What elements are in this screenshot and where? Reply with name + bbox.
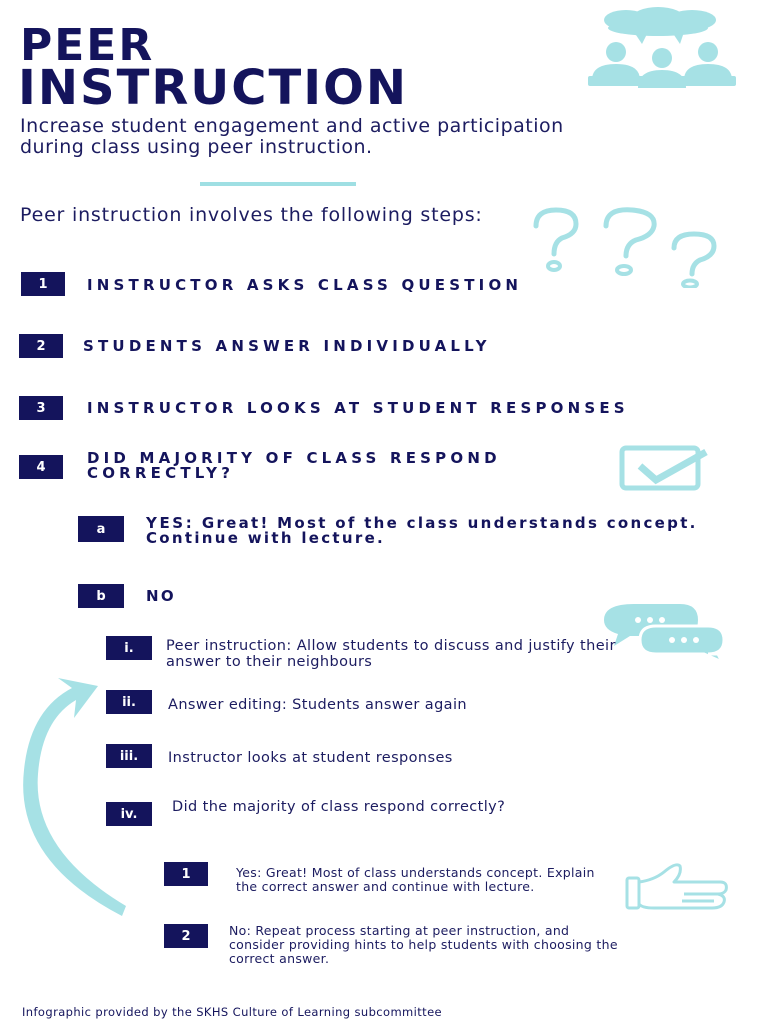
step-text-3: INSTRUCTOR LOOKS AT STUDENT RESPONSES — [87, 399, 629, 417]
final-text-1: Yes: Great! Most of class understands concept. Explain the correct answer and continue with lecture. — [236, 865, 595, 894]
final-text-2: No: Repeat process starting at peer instruction, and consider providing hints to help students with choosing the correct answer. — [229, 923, 618, 966]
people-discussion-icon — [588, 6, 736, 90]
checkbox-icon — [618, 444, 710, 492]
no-step-text-1: Peer instruction: Allow students to discuss and justify their answer to their neighbours — [166, 638, 616, 670]
step-text-4: DID MAJORITY OF CLASS RESPOND CORRECTLY? — [87, 449, 501, 482]
no-step-text-4: Did the majority of class respond correctly? — [172, 799, 506, 815]
intro-text: Increase student engagement and active participation during class using peer instruction. — [20, 115, 564, 158]
no-step-text-2: Answer editing: Students answer again — [168, 697, 467, 713]
step-number-4: 4 — [19, 455, 63, 479]
no-step-number-3: iii. — [106, 744, 152, 768]
footer-credit: Infographic provided by the SKHS Culture of Learning subcommittee — [22, 1005, 443, 1019]
no-step-text-3: Instructor looks at student responses — [168, 750, 453, 766]
branch-a-body: Great! Most of the class understands concept. Continue with lecture. — [146, 514, 698, 547]
step-number-1: 1 — [21, 272, 65, 296]
steps-intro-text: Peer instruction involves the following steps: — [20, 204, 483, 226]
branch-b-text: NO — [146, 587, 176, 605]
final-number-1: 1 — [164, 862, 208, 886]
thumbs-up-icon — [624, 862, 732, 912]
step-text-2: STUDENTS ANSWER INDIVIDUALLY — [83, 337, 491, 355]
divider — [200, 182, 356, 186]
no-step-number-4: iv. — [106, 802, 152, 826]
branch-b-number: b — [78, 584, 124, 608]
step-number-2: 2 — [19, 334, 63, 358]
branch-a-text — [146, 516, 726, 546]
step-text-1: INSTRUCTOR ASKS CLASS QUESTION — [87, 276, 523, 294]
branch-a-number: a — [78, 516, 124, 542]
final-number-2: 2 — [164, 924, 208, 948]
title-line-2: INSTRUCTION — [18, 60, 409, 116]
question-marks-icon — [528, 204, 748, 288]
no-step-number-2: ii. — [106, 690, 152, 714]
title-line-1: PEER — [20, 20, 155, 71]
no-step-number-1: i. — [106, 636, 152, 660]
step-number-3: 3 — [19, 396, 63, 420]
branch-a-lead: YES: — [146, 514, 195, 532]
